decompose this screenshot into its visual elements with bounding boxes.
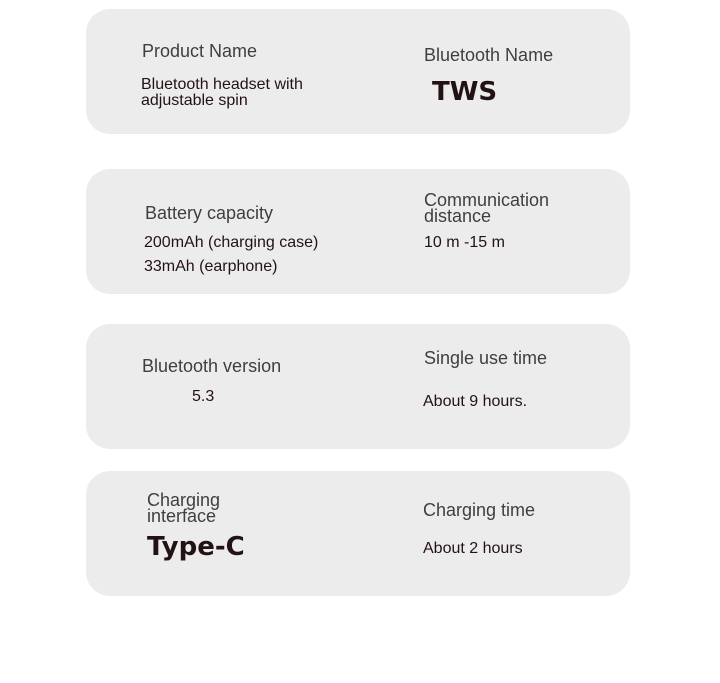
spec-card-charging xyxy=(86,471,630,596)
product-name-value: Bluetooth headset with adjustable spin xyxy=(141,76,303,109)
communication-distance-value: 10 m -15 m xyxy=(424,234,505,251)
single-use-time-label: Single use time xyxy=(424,348,548,368)
product-name-label: Product Name xyxy=(142,41,258,61)
battery-capacity-label: Battery capacity xyxy=(145,203,274,223)
spec-card-product xyxy=(86,9,630,134)
spec-card-version xyxy=(86,324,630,449)
spec-card-battery xyxy=(86,169,630,294)
battery-capacity-value: 200mAh (charging case) 33mAh (earphone) xyxy=(144,234,319,275)
communication-distance-label: Communication distance xyxy=(424,190,550,226)
charging-interface-label: Charging interface xyxy=(147,490,221,526)
bluetooth-name-label: Bluetooth Name xyxy=(424,45,554,65)
single-use-time-value: About 9 hours. xyxy=(423,393,528,410)
charging-time-value: About 2 hours xyxy=(423,540,523,557)
bluetooth-version-label: Bluetooth version xyxy=(142,356,282,376)
bluetooth-version-value: 5.3 xyxy=(192,388,215,405)
charging-interface-value: Type-C xyxy=(147,532,245,562)
charging-time-label: Charging time xyxy=(423,500,536,520)
bluetooth-name-value: TWS xyxy=(432,77,498,107)
